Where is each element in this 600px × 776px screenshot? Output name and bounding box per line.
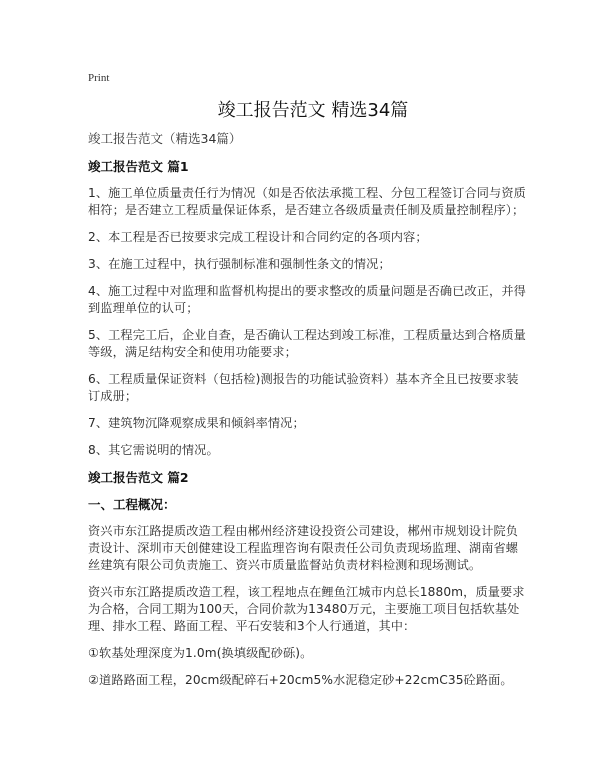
section-heading: 竣工报告范文 篇1	[88, 159, 189, 174]
document-page	[88, 70, 528, 699]
paragraph: 7、建筑物沉降观察成果和倾斜率情况；	[88, 416, 305, 430]
paragraph: 资兴市东江路提质改造工程，该工程地点在鲤鱼江城市内总长1880m，质量要求为合格，合同工期为100天，合同价款为13480万元，主要施工项目包括软基处理、排水工程、路面工程、平石安装和3个人行通道，其中：	[88, 585, 525, 633]
section-heading: 竣工报告范文 篇2	[88, 470, 189, 485]
paragraph: 6、工程质量保证资料（包括检)测报告的功能试验资料）基本齐全且已按要求装订成册；	[88, 372, 519, 403]
document-title: 竣工报告范文 精选34篇	[217, 100, 409, 121]
section-1	[88, 158, 528, 459]
paragraph: 2、本工程是否已按要求完成工程设计和合同约定的各项内容；	[88, 230, 428, 244]
paragraph: 8、其它需说明的情况。	[88, 443, 219, 457]
section-subheading: 一、工程概况：	[88, 497, 176, 512]
paragraph: 1、施工单位质量责任行为情况（如是否依法承揽工程、分包工程签订合同与资质相符；是否建立工程质量保证体系，是否建立各级质量责任制及质量控制程序）；	[88, 186, 526, 217]
section-2	[88, 469, 528, 689]
paragraph: ②道路路面工程，20cm级配碎石+20cm5%水泥稳定砂+22cmC35砼路面。	[88, 673, 513, 687]
paragraph: ①软基处理深度为1.0m(换填级配砂砾)。	[88, 646, 313, 660]
paragraph: 5、工程完工后，企业自查，是否确认工程达到竣工标准，工程质量达到合格质量等级，满足结构安全和使用功能要求；	[88, 328, 526, 359]
print-label[interactable]: Print	[88, 72, 110, 84]
paragraph: 3、在施工过程中，执行强制标准和强制性条文的情况；	[88, 257, 391, 271]
document-subtitle: 竣工报告范文（精选34篇）	[88, 131, 242, 146]
paragraph: 4、施工过程中对监理和监督机构提出的要求整改的质量问题是否确已改正，并得到监理单位的认可；	[88, 284, 526, 315]
paragraph: 资兴市东江路提质改造工程由郴州经济建设投资公司建设，郴州市规划设计院负责设计、深圳市天创健建设工程监理咨询有限责任公司负责现场监理、湖南省螺丝建筑有限公司负责施工、资兴市质量监督站负责材料检测和现场测试。	[88, 524, 519, 572]
